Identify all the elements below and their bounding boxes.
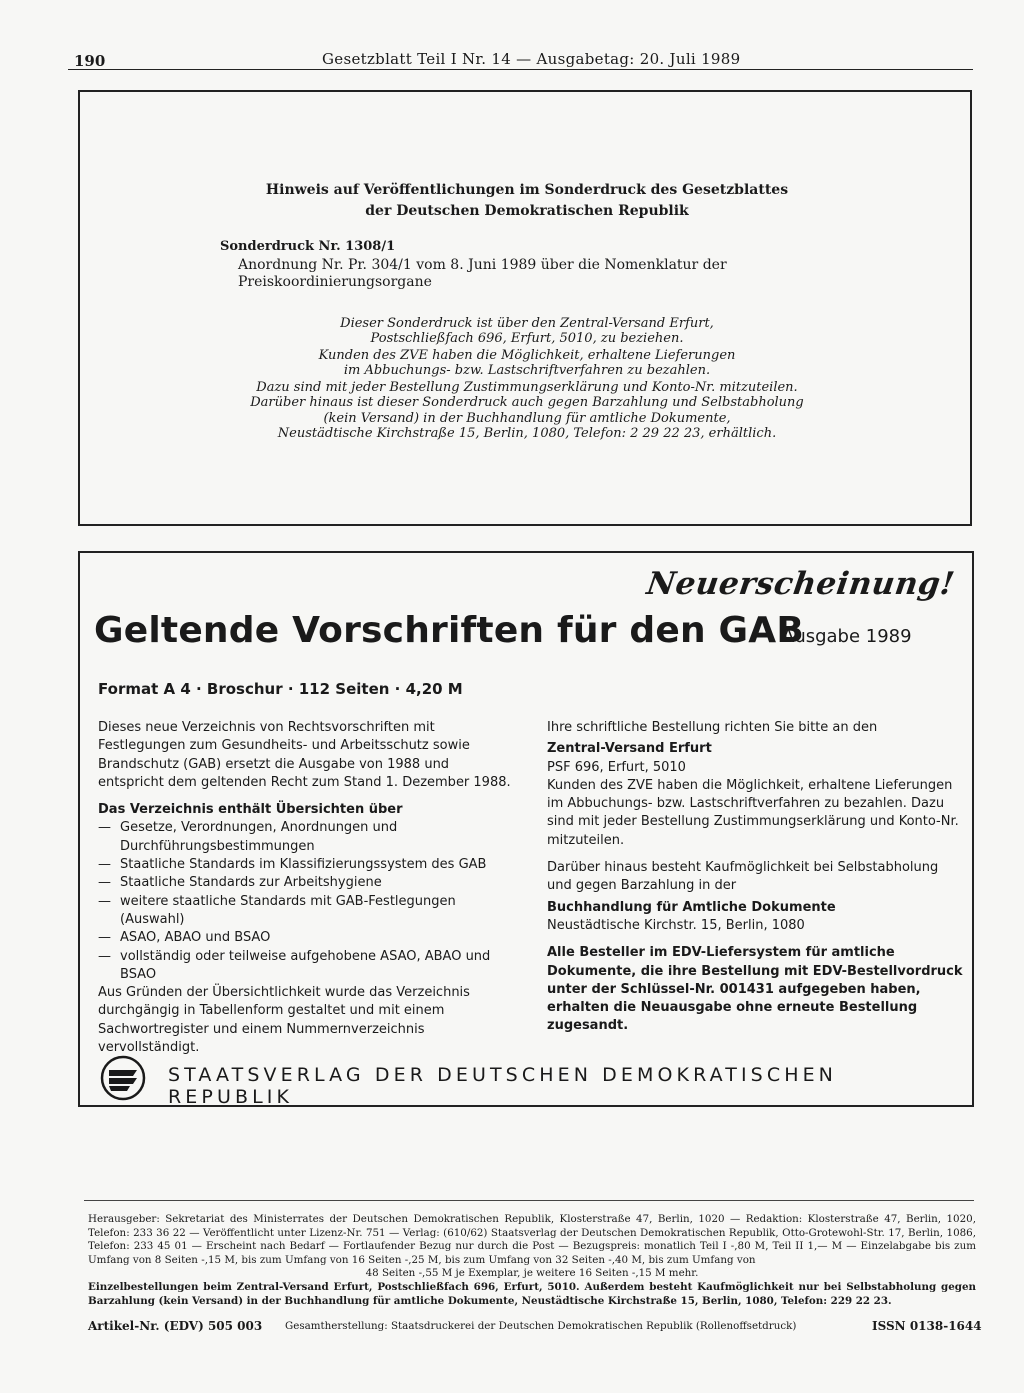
- ad-title: Geltende Vorschriften für den GAB: [94, 610, 804, 651]
- ad-edition: Ausgabe 1989: [782, 626, 912, 647]
- ad-right-column: [547, 719, 965, 1036]
- notice-info-line: im Abbuchungs- bzw. Lastschriftverfahren zu bezahlen.: [343, 363, 711, 378]
- notice-info-line: Dieser Sonderdruck ist über den Zentral-Versand Erfurt,: [340, 316, 714, 331]
- notice-title-line1: Hinweis auf Veröffentlichungen im Sonderdruck des Gesetzblattes: [265, 182, 789, 198]
- list-item: — Staatliche Standards im Klassifizierungssystem des GAB: [98, 856, 516, 874]
- list-item: — Staatliche Standards zur Arbeitshygiene: [98, 874, 516, 892]
- running-head: Gesetzblatt Teil I Nr. 14 — Ausgabetag: 20. Juli 1989: [322, 50, 741, 68]
- printer-note: Gesamtherstellung: Staatsdruckerei der Deutschen Demokratischen Republik (Rollenoffsetdruck): [285, 1320, 797, 1332]
- list-item: — vollständig oder teilweise aufgehobene ASAO, ABAO und BSAO: [98, 948, 516, 985]
- imprint-text: Herausgeber: Sekretariat des Ministerrates der Deutschen Demokratischen Republik, Klosterstraße 47, Berlin, 1020 — Redaktion: Klosterstraße 47, Berlin, 1020, Telefon: 233 36 22 — Veröffentlicht unter Lizenz-Nr. 751 — Verlag: (610/62) Staatsverlag der Deutschen Demokratischen Republik, Otto-Grotewohl-Str. 17, Berlin, 1086, Telefon: 233 45 01 — Erscheint nach Bedarf — Fortlaufender Bezug nur durch die Post — Bezugspreis: monatlich Teil I -,80 M, Teil II 1,— M — Einzelabgabe bis zum Umfang von 8 Seiten -,15 M, bis zum Umfang von 16 Seiten -,25 M, bis zum Umfang von 32 Seiten -,40 M, bis zum Umfang von: [88, 1213, 976, 1266]
- list-item: — Gesetze, Verordnungen, Anordnungen und Durchführungsbestimmungen: [98, 819, 516, 856]
- shop-address: Neustädtische Kirchstr. 15, Berlin, 1080: [547, 917, 805, 933]
- notice-info-line: Dazu sind mit jeder Bestellung Zustimmungserklärung und Konto-Nr. mitzuteilen.: [256, 380, 798, 395]
- notice-info-line: Postschließfach 696, Erfurt, 5010, zu beziehen.: [370, 331, 684, 346]
- publisher-logo: [100, 1055, 146, 1101]
- zve-name: Zentral-Versand Erfurt: [547, 741, 712, 757]
- single-orders-note: Einzelbestellungen beim Zentral-Versand Erfurt, Postschließfach 696, Erfurt, 5010. Außerdem besteht Kaufmöglichkeit nur bei Selbstabholung gegen Barzahlung (kein Versand) in der Buchhandlung für amtliche Dokumente, Neustädtische Kirchstraße 15, Berlin, 1080, Telefon: 229 22 23.: [88, 1280, 976, 1307]
- list-heading: Das Verzeichnis enthält Übersichten über: [98, 802, 403, 818]
- payment-note: Kunden des ZVE haben die Möglichkeit, erhaltene Lieferungen im Abbuchungs- bzw. Lastschriftverfahren zu bezahlen. Dazu sind mit jeder Bestellung Zustimmungserklärung und Konto-Nr. mitzuteilen.: [547, 777, 959, 848]
- ad-format-line: Format A 4 · Broschur · 112 Seiten · 4,20 M: [98, 680, 463, 698]
- imprint-last-line: 48 Seiten -,55 M je Exemplar, je weitere 16 Seiten -,15 M mehr.: [365, 1267, 699, 1280]
- new-release-tag: Neuerscheinung!: [644, 566, 957, 602]
- notice-info-line: Kunden des ZVE haben die Möglichkeit, erhaltene Lieferungen: [318, 348, 736, 363]
- shop-name: Buchhandlung für Amtliche Dokumente: [547, 899, 836, 915]
- list-item: — weitere staatliche Standards mit GAB-Festlegungen (Auswahl): [98, 893, 516, 930]
- ad-closing: Aus Gründen der Übersichtlichkeit wurde das Verzeichnis durchgängig in Tabellenform gestaltet und mit einem Sachwortregister und einem Nummernverzeichnis vervollständigt.: [98, 985, 470, 1056]
- advertisement-box: [78, 551, 974, 1107]
- zve-address: PSF 696, Erfurt, 5010: [547, 759, 686, 775]
- imprint: [88, 1213, 976, 1308]
- ad-left-column: [98, 719, 516, 1057]
- list-item: — ASAO, ABAO und BSAO: [98, 929, 516, 947]
- page-number: 190: [74, 52, 106, 70]
- header-rule: [68, 69, 973, 70]
- publisher-name: STAATSVERLAG DER DEUTSCHEN DEMOKRATISCHEN REPUBLIK: [168, 1064, 837, 1108]
- pickup-note: Darüber hinaus besteht Kaufmöglichkeit bei Selbstabholung und gegen Barzahlung in der: [547, 860, 939, 894]
- edv-note: Alle Besteller im EDV-Liefersystem für amtliche Dokumente, die ihre Bestellung mit EDV-Bestellvordruck unter der Schlüssel-Nr. 001431 aufgegeben haben, erhalten die Neuausgabe ohne erneute Bestellung zugesandt.: [547, 945, 963, 1034]
- order-instruction: Ihre schriftliche Bestellung richten Sie bitte an den: [547, 720, 878, 735]
- ad-intro: Dieses neue Verzeichnis von Rechtsvorschriften mit Festlegungen zum Gesundheits- und Arbeitsschutz sowie Brandschutz (GAB) ersetzt die Ausgabe von 1988 und entspricht dem geltenden Recht zum Stand 1. Dezember 1988.: [98, 720, 511, 790]
- order-text: Anordnung Nr. Pr. 304/1 vom 8. Juni 1989 über die Nomenklatur der Preiskoordinierungsorgane: [238, 257, 727, 290]
- issn: ISSN 0138-1644: [872, 1319, 982, 1333]
- notice-title-line2: der Deutschen Demokratischen Republik: [365, 203, 689, 219]
- notice-info-line: (kein Versand) in der Buchhandlung für amtliche Dokumente,: [323, 411, 731, 426]
- contents-list: [98, 819, 516, 984]
- notice-info-line: Darüber hinaus ist dieser Sonderdruck auch gegen Barzahlung und Selbstabholung: [250, 395, 804, 410]
- sonderdruck-label: Sonderdruck Nr. 1308/1: [220, 239, 396, 254]
- notice-info-line: Neustädtische Kirchstraße 15, Berlin, 1080, Telefon: 2 29 22 23, erhältlich.: [277, 426, 777, 441]
- footer-rule: [84, 1200, 974, 1201]
- article-number: Artikel-Nr. (EDV) 505 003: [88, 1319, 263, 1333]
- notice-box: [78, 90, 972, 526]
